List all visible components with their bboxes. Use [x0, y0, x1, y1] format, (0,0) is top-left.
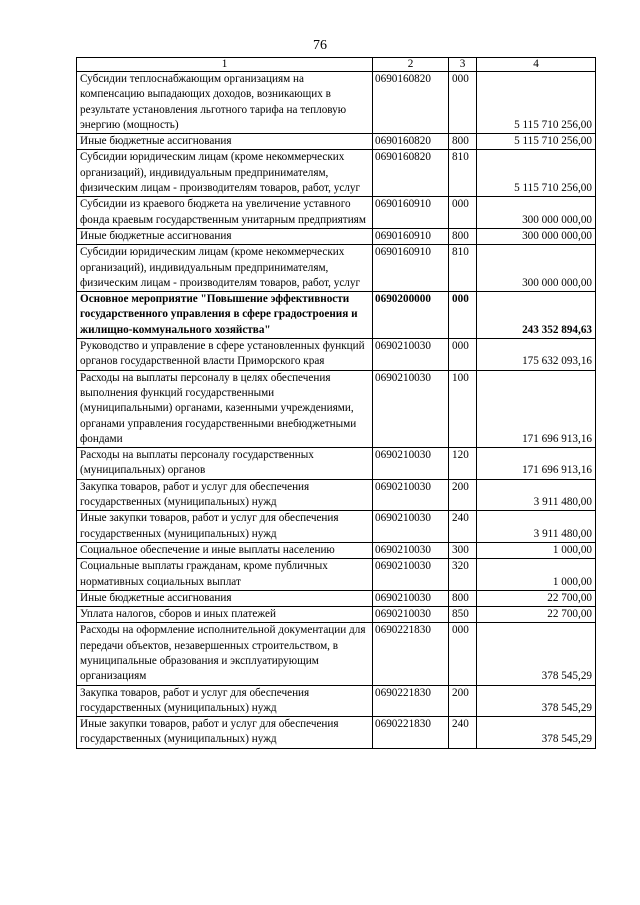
row-type-cell: 000	[449, 72, 477, 134]
row-name-cell: Социальные выплаты гражданам, кроме публичных нормативных социальных выплат	[77, 559, 373, 591]
row-type-cell: 800	[449, 228, 477, 244]
column-header-4: 4	[477, 58, 596, 72]
row-code-cell: 0690210030	[373, 559, 449, 591]
table-row	[77, 134, 596, 150]
table-row	[77, 370, 596, 447]
row-code-cell: 0690160820	[373, 134, 449, 150]
row-name-cell: Иные бюджетные ассигнования	[77, 590, 373, 606]
table-row	[77, 245, 596, 292]
row-name-cell: Уплата налогов, сборов и иных платежей	[77, 607, 373, 623]
row-code-cell: 0690210030	[373, 479, 449, 511]
row-code-cell: 0690160820	[373, 150, 449, 197]
row-type-cell: 240	[449, 511, 477, 543]
row-code-cell: 0690221830	[373, 685, 449, 717]
row-amount-cell: 243 352 894,63	[477, 292, 596, 339]
row-amount-cell: 5 115 710 256,00	[477, 134, 596, 150]
row-amount-cell: 5 115 710 256,00	[477, 150, 596, 197]
row-type-cell: 000	[449, 197, 477, 229]
table-row	[77, 590, 596, 606]
table-body	[77, 72, 596, 749]
row-amount-cell: 5 115 710 256,00	[477, 72, 596, 134]
column-header-3: 3	[449, 58, 477, 72]
row-code-cell: 0690210030	[373, 607, 449, 623]
row-name-cell: Основное мероприятие "Повышение эффективности государственного управления в сфере градостроения и жилищно-коммунального хозяйства"	[77, 292, 373, 339]
row-name-cell: Субсидии из краевого бюджета на увеличение уставного фонда краевым государственным унитарным предприятиям	[77, 197, 373, 229]
row-code-cell: 0690200000	[373, 292, 449, 339]
table-row	[77, 479, 596, 511]
row-type-cell: 000	[449, 292, 477, 339]
row-type-cell: 000	[449, 339, 477, 371]
row-code-cell: 0690210030	[373, 370, 449, 447]
row-type-cell: 200	[449, 479, 477, 511]
row-code-cell: 0690210030	[373, 542, 449, 558]
row-type-cell: 000	[449, 623, 477, 685]
budget-table	[76, 57, 596, 749]
row-amount-cell: 378 545,29	[477, 685, 596, 717]
row-amount-cell: 1 000,00	[477, 559, 596, 591]
row-name-cell: Иные закупки товаров, работ и услуг для обеспечения государственных (муниципальных) нужд	[77, 717, 373, 749]
table-row	[77, 72, 596, 134]
row-code-cell: 0690160910	[373, 245, 449, 292]
row-amount-cell: 378 545,29	[477, 623, 596, 685]
row-code-cell: 0690160820	[373, 72, 449, 134]
row-type-cell: 800	[449, 134, 477, 150]
row-code-cell: 0690221830	[373, 717, 449, 749]
table-row	[77, 511, 596, 543]
row-amount-cell: 175 632 093,16	[477, 339, 596, 371]
row-amount-cell: 378 545,29	[477, 717, 596, 749]
row-name-cell: Иные бюджетные ассигнования	[77, 228, 373, 244]
row-name-cell: Социальное обеспечение и иные выплаты населению	[77, 542, 373, 558]
row-type-cell: 100	[449, 370, 477, 447]
table-row	[77, 339, 596, 371]
table-row	[77, 292, 596, 339]
row-name-cell: Расходы на оформление исполнительной документации для передачи объектов, незавершенных строительством, в муниципальные образования и эксплуатирующим организациям	[77, 623, 373, 685]
table-row	[77, 197, 596, 229]
row-type-cell: 300	[449, 542, 477, 558]
row-name-cell: Иные закупки товаров, работ и услуг для обеспечения государственных (муниципальных) нужд	[77, 511, 373, 543]
row-name-cell: Закупка товаров, работ и услуг для обеспечения государственных (муниципальных) нужд	[77, 685, 373, 717]
row-name-cell: Руководство и управление в сфере установленных функций органов государственной власти Приморского края	[77, 339, 373, 371]
row-type-cell: 810	[449, 245, 477, 292]
row-amount-cell: 3 911 480,00	[477, 479, 596, 511]
table-row	[77, 607, 596, 623]
table-row	[77, 623, 596, 685]
row-type-cell: 850	[449, 607, 477, 623]
row-amount-cell: 300 000 000,00	[477, 197, 596, 229]
table-row	[77, 717, 596, 749]
row-type-cell: 320	[449, 559, 477, 591]
row-code-cell: 0690160910	[373, 197, 449, 229]
row-amount-cell: 1 000,00	[477, 542, 596, 558]
row-type-cell: 120	[449, 448, 477, 480]
row-amount-cell: 300 000 000,00	[477, 228, 596, 244]
row-amount-cell: 22 700,00	[477, 590, 596, 606]
row-name-cell: Закупка товаров, работ и услуг для обеспечения государственных (муниципальных) нужд	[77, 479, 373, 511]
row-amount-cell: 3 911 480,00	[477, 511, 596, 543]
row-type-cell: 810	[449, 150, 477, 197]
row-code-cell: 0690210030	[373, 339, 449, 371]
row-amount-cell: 171 696 913,16	[477, 448, 596, 480]
row-name-cell: Иные бюджетные ассигнования	[77, 134, 373, 150]
table-row	[77, 150, 596, 197]
row-code-cell: 0690210030	[373, 511, 449, 543]
row-amount-cell: 300 000 000,00	[477, 245, 596, 292]
page-number: 76	[313, 38, 327, 53]
row-code-cell: 0690210030	[373, 448, 449, 480]
row-type-cell: 240	[449, 717, 477, 749]
column-header-2: 2	[373, 58, 449, 72]
table-row	[77, 542, 596, 558]
row-name-cell: Расходы на выплаты персоналу государственных (муниципальных) органов	[77, 448, 373, 480]
row-code-cell: 0690210030	[373, 590, 449, 606]
row-name-cell: Субсидии юридическим лицам (кроме некоммерческих организаций), индивидуальным предпринимателям, физическим лицам - производителям товаров, работ, услуг	[77, 150, 373, 197]
table-row	[77, 228, 596, 244]
column-header-row	[77, 58, 596, 72]
row-code-cell: 0690221830	[373, 623, 449, 685]
row-name-cell: Расходы на выплаты персоналу в целях обеспечения выполнения функций государственными (муниципальными) органами, казенными учреждениями, органами управления государственными внебюджетными фондами	[77, 370, 373, 447]
row-amount-cell: 171 696 913,16	[477, 370, 596, 447]
row-name-cell: Субсидии теплоснабжающим организациям на компенсацию выпадающих доходов, возникающих в результате установления льготного тарифа на тепловую энергию (мощность)	[77, 72, 373, 134]
table-row	[77, 559, 596, 591]
row-name-cell: Субсидии юридическим лицам (кроме некоммерческих организаций), индивидуальным предпринимателям, физическим лицам - производителям товаров, работ, услуг	[77, 245, 373, 292]
table-row	[77, 448, 596, 480]
column-header-1: 1	[77, 58, 373, 72]
table-row	[77, 685, 596, 717]
row-code-cell: 0690160910	[373, 228, 449, 244]
row-type-cell: 800	[449, 590, 477, 606]
row-amount-cell: 22 700,00	[477, 607, 596, 623]
row-type-cell: 200	[449, 685, 477, 717]
